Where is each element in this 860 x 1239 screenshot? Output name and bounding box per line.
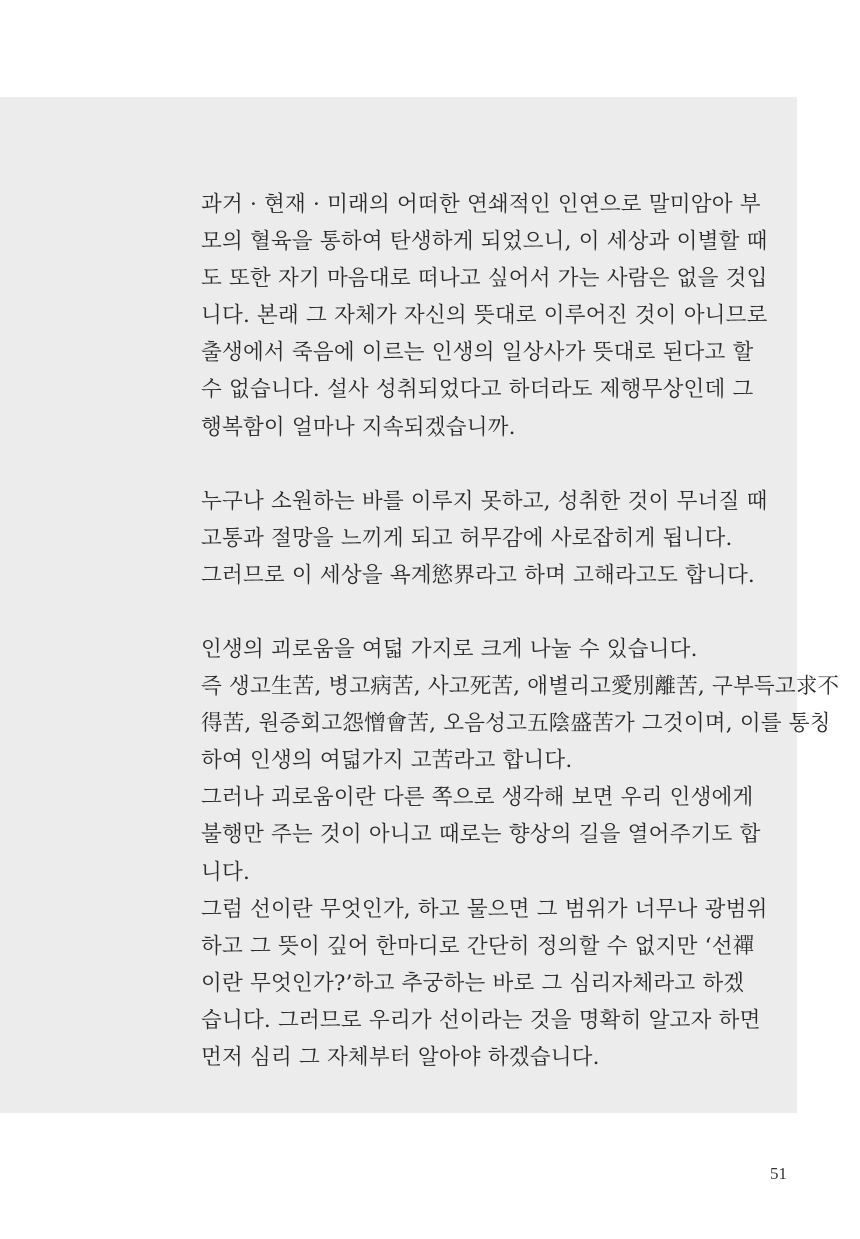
text-line: 즉 생고生苦, 병고病苦, 사고死苦, 애별리고愛別離苦, 구부득고求不 bbox=[201, 674, 840, 700]
text-line: 불행만 주는 것이 아니고 때로는 향상의 길을 열어주기도 합 bbox=[201, 822, 761, 848]
text-line: 행복함이 얼마나 지속되겠습니까. bbox=[201, 414, 516, 440]
paragraph-3 bbox=[201, 631, 840, 1076]
text-line: 고통과 절망을 느끼게 되고 허무감에 사로잡히게 됩니다. bbox=[201, 525, 733, 551]
text-line: 得苦, 원증회고怨憎會苦, 오음성고五陰盛苦가 그것이며, 이를 통칭 bbox=[201, 711, 831, 737]
text-line: 이란 무엇인가?’하고 추궁하는 바로 그 심리자체라고 하겠 bbox=[201, 970, 745, 996]
paragraph-2 bbox=[201, 483, 768, 594]
text-line: 그럼 선이란 무엇인가, 하고 물으면 그 범위가 너무나 광범위 bbox=[201, 896, 768, 922]
text-line: 하고 그 뜻이 깊어 한마디로 간단히 정의할 수 없지만 ‘선禪 bbox=[201, 933, 755, 959]
text-line: 수 없습니다. 설사 성취되었다고 하더라도 제행무상인데 그 bbox=[201, 377, 754, 403]
text-line: 니다. bbox=[201, 859, 250, 885]
paragraph-1 bbox=[201, 186, 768, 446]
text-line: 습니다. 그러므로 우리가 선이라는 것을 명확히 알고자 하면 bbox=[201, 1007, 761, 1033]
text-line: 과거 · 현재 · 미래의 어떠한 연쇄적인 인연으로 말미암아 부 bbox=[201, 192, 761, 217]
text-line: 도 또한 자기 마음대로 떠나고 싶어서 가는 사람은 없을 것입 bbox=[201, 266, 768, 292]
text-line: 그러므로 이 세상을 욕계慾界라고 하며 고해라고도 합니다. bbox=[201, 562, 755, 588]
text-line: 하여 인생의 여덟가지 고苦라고 합니다. bbox=[201, 748, 573, 774]
text-line: 모의 혈육을 통하여 탄생하게 되었으니, 이 세상과 이별할 때 bbox=[201, 229, 768, 255]
body-text bbox=[201, 186, 840, 1076]
text-line: 출생에서 죽음에 이르는 인생의 일상사가 뜻대로 된다고 할 bbox=[201, 340, 754, 366]
text-line: 먼저 심리 그 자체부터 알아야 하겠습니다. bbox=[201, 1044, 600, 1070]
paragraph-gap bbox=[201, 446, 721, 483]
text-line: 인생의 괴로움을 여덟 가지로 크게 나눌 수 있습니다. bbox=[201, 636, 698, 662]
page-number: 51 bbox=[770, 1164, 787, 1183]
paragraph-gap bbox=[201, 594, 721, 631]
text-line: 누구나 소원하는 바를 이루지 못하고, 성취한 것이 무너질 때 bbox=[201, 488, 768, 514]
text-line: 니다. 본래 그 자체가 자신의 뜻대로 이루어진 것이 아니므로 bbox=[201, 303, 768, 329]
text-line: 그러나 괴로움이란 다른 쪽으로 생각해 보면 우리 인생에게 bbox=[201, 785, 754, 811]
